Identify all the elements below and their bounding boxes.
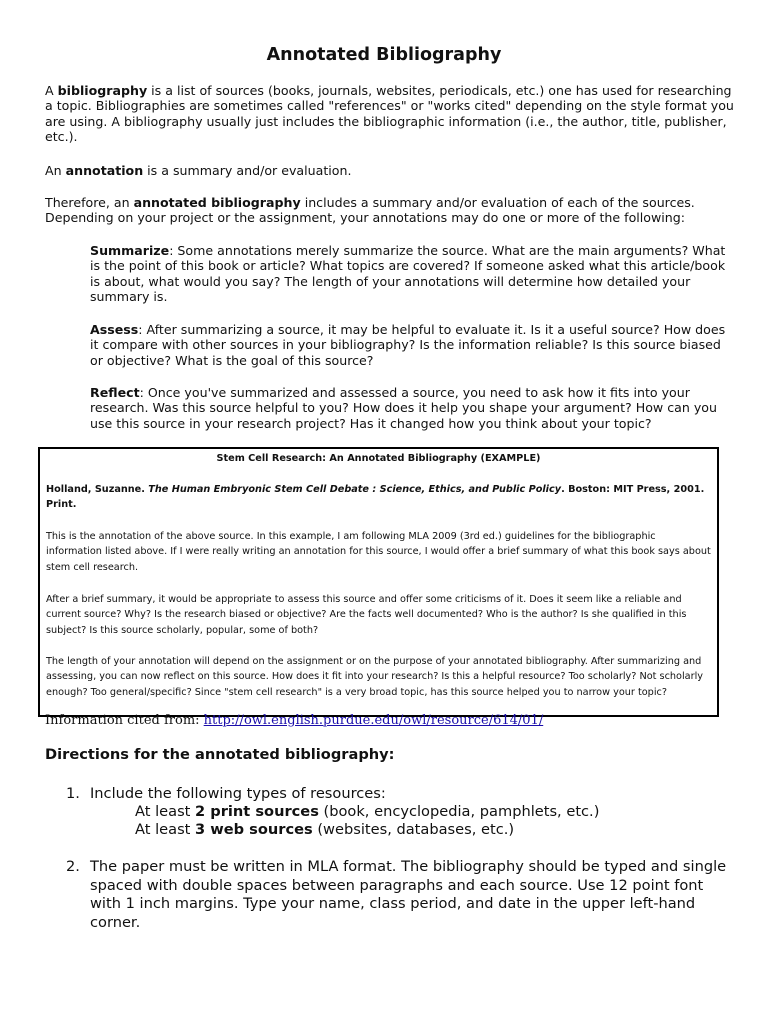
text-run: A — [45, 83, 58, 98]
web-sources-count: 3 web sources — [195, 821, 313, 838]
reflect-text: : Once you've summarized and assessed a source, you need to ask how it fits into your research. Was this source helpful to you? How does it help you shape your argument? How can you use this source in your research project? Has it changed how you think about your topic? — [90, 385, 717, 431]
text-run: At least — [135, 803, 196, 820]
purdue-owl-link[interactable]: http://owl.english.purdue.edu/owl/resource/614/01/ — [203, 713, 544, 728]
intro-paragraph-annotated-bibliography — [45, 195, 735, 226]
directions-heading: Directions for the annotated bibliography: — [45, 746, 395, 763]
summarize-label: Summarize — [90, 243, 170, 258]
example-box — [38, 447, 719, 717]
reflect-label: Reflect — [90, 385, 140, 400]
summarize-item — [90, 243, 730, 305]
text-run: is a summary and/or evaluation. — [143, 163, 352, 178]
intro-paragraph-bibliography — [45, 83, 735, 145]
direction-1-number: 1. — [66, 785, 80, 802]
term-bibliography: bibliography — [57, 83, 148, 98]
text-run: includes a summary and/or evaluation of each of the sources. Depending on your project or the assignment, your annotations may do one or more of the following: — [45, 195, 695, 226]
page-title: Annotated Bibliography — [266, 45, 502, 65]
assess-label: Assess — [90, 322, 139, 337]
assess-text: : After summarizing a source, it may be helpful to evaluate it. Is it a useful source? How does it compare with other sources in your bibliography? Is the information reliable? Is this source biased or objective? What is the goal of this source? — [90, 322, 726, 368]
example-title: Stem Cell Research: An Annotated Bibliography (EXAMPLE) — [216, 453, 541, 464]
text-run: (websites, databases, etc.) — [312, 821, 515, 838]
text-run: An — [45, 163, 66, 178]
text-run: At least — [135, 821, 196, 838]
text-run: Therefore, an — [45, 195, 134, 210]
term-annotation: annotation — [65, 163, 144, 178]
direction-2-number: 2. — [66, 858, 80, 875]
citation-line — [45, 713, 543, 728]
citation-publisher: . Boston: MIT Press, 2001. Print. — [46, 484, 705, 511]
example-citation — [46, 482, 711, 513]
print-sources-line — [135, 803, 599, 822]
intro-paragraph-annotation — [45, 163, 735, 178]
example-paragraph-2: After a brief summary, it would be appropriate to assess this source and offer some criticisms of it. Does it seem like a reliable and current source? Why? Is the research biased or objective? Are the facts well documented? Who is the author? Is she qualified in this subject? Is this source scholarly, popular, some of both? — [46, 594, 687, 636]
assess-item — [90, 322, 730, 368]
summarize-text: : Some annotations merely summarize the source. What are the main arguments? What is the point of this book or article? What topics are covered? If someone asked what this article/book is about, what would you say? The length of your annotations will determine how detailed your summary is. — [90, 243, 726, 305]
direction-1-text: Include the following types of resources: — [90, 785, 386, 802]
direction-2-text: The paper must be written in MLA format. The bibliography should be typed and single spaced with double spaces between paragraphs and each source. Use 12 point font with 1 inch margins. Type your name, class period, and date in the upper left-hand corner. — [90, 858, 727, 931]
text-run: is a list of sources (books, journals, websites, periodicals, etc.) one has used for researching a topic. Bibliographies are sometimes called "references" or "works cited" depending on the style format you are using. A bibliography usually just includes the bibliographic information (i.e., the author, title, publisher, etc.). — [45, 83, 734, 145]
citation-book-title: The Human Embryonic Stem Cell Debate : Science, Ethics, and Public Policy — [148, 484, 562, 495]
example-paragraph-3: The length of your annotation will depend on the assignment or on the purpose of your annotated bibliography. After summarizing and assessing, you can now reflect on this source. How does it fit into your research? Is this a helpful resource? Too scholarly? Not scholarly enough? Too general/specific? Since "stem cell research" is a very broad topic, has this source helped you to narrow your topic? — [46, 656, 704, 698]
reflect-item — [90, 385, 730, 431]
text-run: (book, encyclopedia, pamphlets, etc.) — [318, 803, 600, 820]
print-sources-count: 2 print sources — [195, 803, 319, 820]
web-sources-line — [135, 821, 514, 840]
term-annotated-bibliography: annotated bibliography — [133, 195, 301, 210]
example-paragraph-1: This is the annotation of the above source. In this example, I am following MLA 2009 (3rd ed.) guidelines for the bibliographic information listed above. If I were really writing an annotation for this source, I would offer a brief summary of what this book says about stem cell research. — [46, 531, 711, 573]
citation-prefix: Information cited from: — [45, 713, 204, 728]
citation-author: Holland, Suzanne. — [46, 484, 149, 495]
